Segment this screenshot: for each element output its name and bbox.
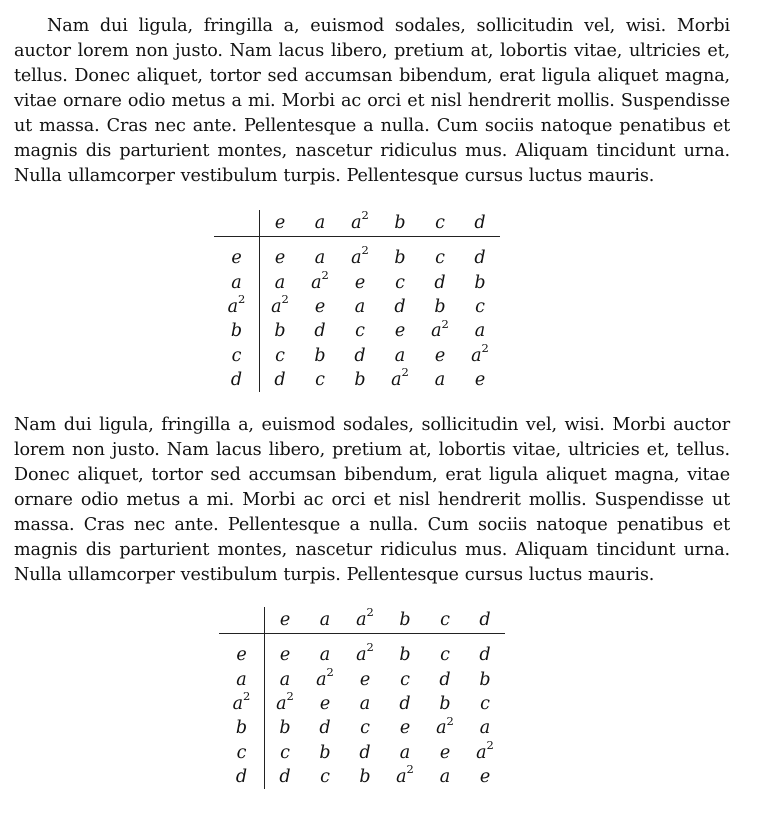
table-cell: d (399, 693, 411, 714)
paragraph-2: Nam dui ligula, fringilla a, euismod sodales, sollicitudin vel, wisi. Morbi auctor lorem non justo. Nam lacus libero, pretium at, lobortis vitae, ultricies et, tellus. Donec aliquet, tortor sed accumsan bibendum, erat ligula aliquet magna, vitae ornare odio metus a mi. Morbi ac orci et nisl hendrerit mollis. Suspendisse ut massa. Cras nec ante. Pellentesque a nulla. Cum sociis natoque penatibus et magnis dis parturient montes, nascetur ridiculus mus. Aliquam tincidunt urna. Nulla ullamcorper vestibulum turpis. Pellentesque cursus luctus mauris. (14, 415, 730, 585)
table-cell: d (354, 345, 366, 366)
table-cell: $a^2$ (311, 267, 329, 293)
row-header: a (214, 270, 260, 294)
table-cell: a (359, 693, 371, 714)
column-header: d (460, 210, 500, 237)
table-row (214, 237, 500, 271)
column-header: $a^2$ (340, 210, 380, 237)
column-header: d (465, 607, 505, 634)
table-row (219, 634, 505, 668)
table-cell: d (474, 248, 486, 269)
row-header: a (219, 667, 265, 691)
table-cell: b (439, 693, 451, 714)
table-cell: a (279, 669, 291, 690)
table-row (214, 270, 500, 294)
table-cell: $a^2$ (476, 737, 494, 763)
table-row (219, 667, 505, 691)
table-row (214, 295, 500, 319)
table-cell: a (399, 742, 411, 763)
table-cell: e (479, 767, 491, 788)
table-cell: d (439, 669, 451, 690)
row-header: $a^2$ (214, 295, 260, 319)
table-cell: e (394, 321, 406, 342)
table-cell: c (440, 645, 450, 666)
table-cell: e (434, 345, 446, 366)
table-cell: b (359, 767, 371, 788)
table-cell: $a^2$ (471, 340, 489, 366)
table-cell: e (474, 370, 486, 391)
table-cell: d (279, 767, 291, 788)
column-header: $a^2$ (345, 607, 385, 634)
table-cell: e (359, 669, 371, 690)
table-row (219, 765, 505, 789)
table-corner (214, 210, 260, 237)
column-header: e (260, 210, 301, 237)
table-cell: c (320, 767, 330, 788)
table-row (214, 344, 500, 368)
column-header: a (300, 210, 340, 237)
table-cell: $a^2$ (316, 664, 334, 690)
cayley-table-2 (219, 607, 505, 789)
table-cell: c (475, 296, 485, 317)
table-cell: a (314, 248, 326, 269)
table-cell: d (314, 321, 326, 342)
table-cell: a (274, 272, 286, 293)
table-cell: c (275, 345, 285, 366)
table-row (219, 741, 505, 765)
table-cell: d (274, 370, 286, 391)
column-header: c (425, 607, 465, 634)
table-row (214, 319, 500, 343)
table-corner (219, 607, 265, 634)
row-header: $a^2$ (219, 692, 265, 716)
table-cell: c (435, 248, 445, 269)
table-cell: b (319, 742, 331, 763)
table-cell: b (354, 370, 366, 391)
table-cell: b (474, 272, 486, 293)
table-cell: e (274, 248, 286, 269)
table-cell: e (439, 742, 451, 763)
table-cell: c (280, 742, 290, 763)
table-cell: d (479, 645, 491, 666)
table-cell: $a^2$ (351, 243, 369, 269)
table-cell: d (359, 742, 371, 763)
table-cell: $a^2$ (276, 689, 294, 714)
table-cell: $a^2$ (271, 292, 289, 317)
row-header: d (219, 765, 265, 789)
table-cell: e (314, 296, 326, 317)
cayley-table-1 (214, 210, 500, 392)
table-cell: c (480, 693, 490, 714)
table-row (214, 368, 500, 392)
paragraph-1: Nam dui ligula, fringilla a, euismod sodales, sollicitudin vel, wisi. Morbi auctor lorem non justo. Nam lacus libero, pretium at, lobortis vitae, ultricies et, tellus. Donec aliquet, tortor sed accumsan bibendum, erat ligula aliquet magna, vitae ornare odio metus a mi. Morbi ac orci et nisl hendrerit mollis. Suspendisse ut massa. Cras nec ante. Pellentesque a nulla. Cum sociis natoque penatibus et magnis dis parturient montes, nascetur ridiculus mus. Aliquam tincidunt urna. Nulla ullamcorper vestibulum turpis. Pellentesque cursus luctus mauris. (14, 16, 730, 186)
table-cell: c (355, 321, 365, 342)
table-cell: a (434, 370, 446, 391)
row-header: b (219, 716, 265, 740)
table-cell: e (279, 645, 291, 666)
table-cell: b (434, 296, 446, 317)
row-header: c (214, 344, 260, 368)
column-header: a (305, 607, 345, 634)
table-cell: b (394, 248, 406, 269)
table-cell: a (439, 767, 451, 788)
row-header: e (214, 237, 260, 271)
table-cell: $a^2$ (391, 365, 409, 391)
table-row (219, 692, 505, 716)
table-cell: $a^2$ (436, 713, 454, 739)
row-header: e (219, 634, 265, 668)
table-row (219, 716, 505, 740)
column-header: c (420, 210, 460, 237)
table-cell: b (279, 718, 291, 739)
table-cell: c (395, 272, 405, 293)
column-header: b (380, 210, 420, 237)
column-header: e (265, 607, 306, 634)
table-cell: $a^2$ (431, 316, 449, 342)
table-cell: b (314, 345, 326, 366)
table-cell: d (394, 296, 406, 317)
table-cell: $a^2$ (356, 640, 374, 666)
table-cell: a (319, 645, 331, 666)
table-cell: $a^2$ (396, 762, 414, 788)
table-cell: d (434, 272, 446, 293)
table-cell: a (394, 345, 406, 366)
column-header: b (385, 607, 425, 634)
table-cell: a (474, 321, 486, 342)
row-header: b (214, 319, 260, 343)
table-cell: d (319, 718, 331, 739)
table-cell: e (319, 693, 331, 714)
table-cell: c (400, 669, 410, 690)
row-header: d (214, 368, 260, 392)
row-header: c (219, 741, 265, 765)
table-cell: a (479, 718, 491, 739)
table-cell: c (315, 370, 325, 391)
table-cell: c (360, 718, 370, 739)
table-cell: b (274, 321, 286, 342)
table-cell: a (354, 296, 366, 317)
table-cell: e (399, 718, 411, 739)
table-cell: e (354, 272, 366, 293)
table-cell: b (479, 669, 491, 690)
table-cell: b (399, 645, 411, 666)
